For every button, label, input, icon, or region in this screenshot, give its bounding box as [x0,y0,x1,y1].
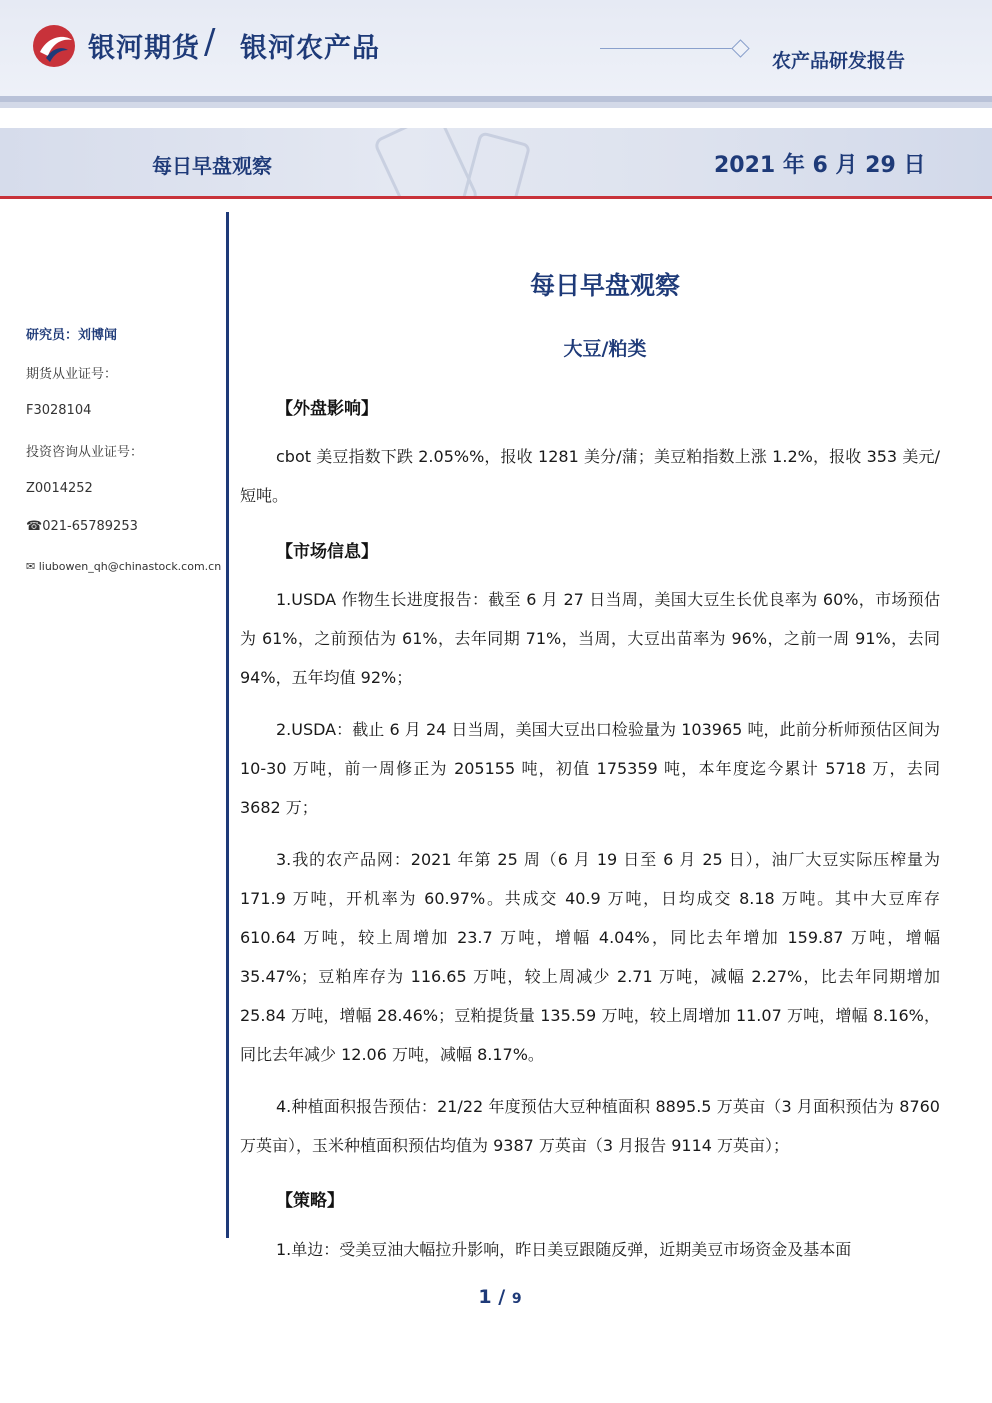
license-number: F3028104 [26,403,92,418]
paragraph: 3.我的农产品网：2021 年第 25 周（6 月 19 日至 6 月 25 日），油厂大豆实际压榨量为 171.9 万吨，开机率为 60.97%。共成交 40.9 万吨，日均成交 8.18 万吨。其中大豆库存 610.64 万吨，较上周增加 23.7 万吨，增幅 4.04%，同比去年增加 159.87 万吨，增幅 35.47%；豆粕库存为 116.65 万吨，较上周减少 2.71 万吨，减幅 2.27%，比去年同期增加 25.84 万吨，增幅 28.46%；豆粕提货量 135.59 万吨，较上周增加 11.07 万吨，增幅 8.16%，同比去年减少 12.06 万吨，减幅 8.17%。 [240,850,940,1064]
paragraph: 1.USDA 作物生长进度报告：截至 6 月 27 日当周，美国大豆生长优良率为 60%，市场预估为 61%，之前预估为 61%，去年同期 71%，当周，大豆出苗率为 96%，之前一周 91%，去同 94%，五年均值 92%； [240,590,940,687]
brand-name: 银河期货 [88,33,200,64]
section-heading: 【市场信息】 [276,542,378,562]
section-heading: 【外盘影响】 [276,399,378,419]
diamond-icon [731,39,749,57]
device-illustration-icon [360,128,560,196]
report-date: 2021 年 6 月 29 日 [714,153,926,178]
header-stripe [0,102,992,108]
document-subtitle: 大豆/粕类 [563,338,647,360]
page-number [460,1286,540,1308]
paragraph: 1.单边：受美豆油大幅拉升影响，昨日美豆跟随反弹，近期美豆市场资金及基本面 [276,1240,852,1259]
galaxy-logo-icon [28,22,80,70]
document-title: 每日早盘观察 [529,271,680,300]
researcher-name: 研究员：刘博闻 [26,328,118,343]
vertical-divider [226,212,229,1238]
sub-brand-name: 银河农产品 [240,33,380,64]
page-separator: / [498,1286,506,1308]
banner-title: 每日早盘观察 [152,154,272,178]
email-address[interactable]: liubowen_qh@chinastock.com.cn [38,560,222,573]
email-row[interactable] [26,560,221,573]
section-heading: 【策略】 [276,1191,344,1211]
top-header [0,0,992,96]
brand-separator: / [204,22,216,62]
phone-number: ☎021-65789253 [26,519,138,534]
title-banner [0,128,992,196]
current-page: 1 [478,1286,492,1308]
mail-icon: ✉ [26,560,39,573]
banner-red-rule [0,196,992,199]
report-type: 农产品研发报告 [772,50,906,72]
decorative-line [600,48,734,49]
paragraph: cbot 美豆指数下跌 2.05%%，报收 1281 美分/蒲；美豆粕指数上涨 1.2%，报收 353 美元/短吨。 [240,447,940,505]
total-pages: 9 [511,1291,522,1307]
paragraph: 2.USDA：截止 6 月 24 日当周，美国大豆出口检验量为 103965 吨，此前分析师预估区间为 10-30 万吨，前一周修正为 205155 吨，初值 175359 吨，本年度迄今累计 5718 万，去同 3682 万； [240,720,940,817]
license-label: 期货从业证号： [26,367,118,382]
consult-license-label: 投资咨询从业证号： [26,445,144,460]
consult-license-number: Z0014252 [26,481,93,496]
paragraph: 4.种植面积报告预估：21/22 年度预估大豆种植面积 8895.5 万英亩（3 月面积预估为 8760 万英亩），玉米种植面积预估均值为 9387 万英亩（3 月报告 9114 万英亩）； [240,1097,940,1155]
